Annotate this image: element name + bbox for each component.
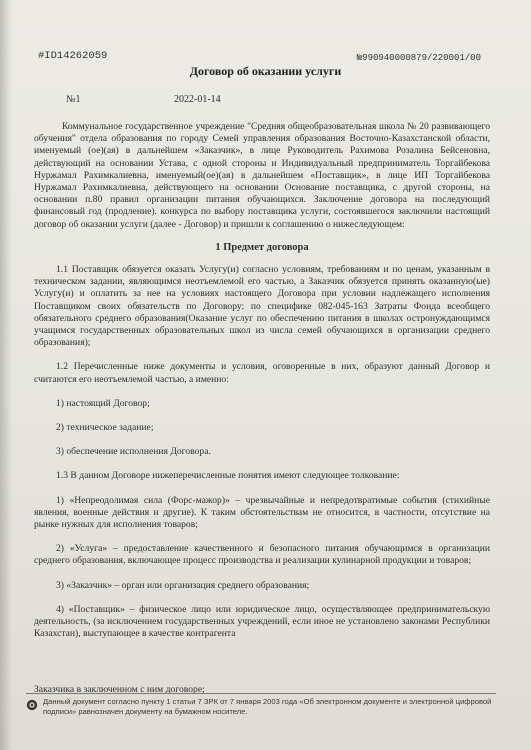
eds-stamp-icon <box>26 699 38 711</box>
definition-item: 1) «Непреодолимая сила (Форс-мажор)» – чрезвычайные и непредотвратимые события (стихийные явления, военные действия и другие). К таким обстоятельствам не относится, в частности, отсутствие на рынке нужных для исполнения товаров; <box>34 494 490 531</box>
page-edge-shadow <box>0 0 12 750</box>
continued-text-line: Заказчика в заключенном с ним договоре; <box>34 684 205 695</box>
list-item: 3) обеспечение исполнения Договора. <box>56 446 211 458</box>
definition-item: 4) «Поставщик» – физическое лицо или юридическое лицо, осуществляющее предпринимательскую деятельность, (за исключением государственных учреждений, если иное не установлено законами Республики Казахстан), выступающее в качестве контрагента <box>34 603 490 640</box>
list-item: 2) техническое задание; <box>56 422 154 434</box>
clause-1-3: 1.3 В данном Договоре нижеперечисленные понятия имеют следующее толкование: <box>56 470 400 482</box>
registration-number: №990940000879/220001/00 <box>356 53 481 63</box>
clause-1-1: 1.1 Поставщик обязуется оказать Услугу(и) согласно условиям, требованиям и по ценам, указанным в техническом задании, являющимся неотъемлемой его частью, а Заказчик обязуется принять оказанную(ые) Услугу(и) и оплатить за нее на условиях настоящего Договора при условии надлежащего исполнения Поставщиком своих обязательств по Договору: по специфике 082-045-163 Затраты Фонда всеобщего обязательного среднего образования(Оказание услуг по обеспечению питания в школах остронуждающимся учащимся государственных образовательных школ из числа семей обучающихся в организации среднего образования); <box>34 264 490 349</box>
section-title: 1 Предмет договора <box>215 241 309 253</box>
intro-paragraph: Коммунальное государственное учреждение "Средняя общеобразовательная школа № 20 развивающего обучения" отдела образования по городу Семей управления образования Восточно-Казахстанской области, именуемый (ое)(ая) в дальнейшем «Заказчик», в лице Руководитель Рахимова Розалина Бейсеновна, действующий на основании Устава, с одной стороны и Индивидуальный предприниматель Торгайбекова Нуржамал Рахимкалиевна, именуемый(ое)(ая) в дальнейшем «Поставщик», в лице ИП Торгайбекова Нуржамал Рахимкалиевна, действующего на основании Основание поставщика, с другой стороны, на основании п.80 правил организации питания обучающихся. Заключение договора на последующий финансовый год (продление). конкурса по выбору поставщика услуги, состоявшегося заключили настоящий договор об оказании услуги (далее - Договор) и пришли к соглашению о нижеследующем: <box>34 121 490 230</box>
document-id: #ID14262059 <box>38 50 108 62</box>
definition-item: 2) «Услуга» – предоставление качественного и безопасного питания обучающимся в организации среднего образования, включающее процесс производства и реализации кулинарной продукции и товаров; <box>34 543 490 567</box>
list-item: 1) настоящий Договор; <box>56 397 150 409</box>
contract-date: 2022-01-14 <box>174 94 221 105</box>
page-title: Договор об оказании услуги <box>189 64 342 78</box>
definition-item: 3) «Заказчик» – орган или организация среднего образования; <box>56 579 310 591</box>
document-body <box>34 121 490 641</box>
footer-notice <box>26 693 496 717</box>
clause-1-2: 1.2 Перечисленные ниже документы и условия, оговоренные в них, образуют данный Договор и считаются его неотъемлемой частью, а именно: <box>34 361 490 385</box>
footer-text: Данный документ согласно пункту 1 статьи 7 ЗРК от 7 января 2003 года «Об электронном документе и электронной цифровой подписи» равнозначен документу на бумажном носителе. <box>43 697 492 716</box>
contract-number: №1 <box>66 94 81 105</box>
